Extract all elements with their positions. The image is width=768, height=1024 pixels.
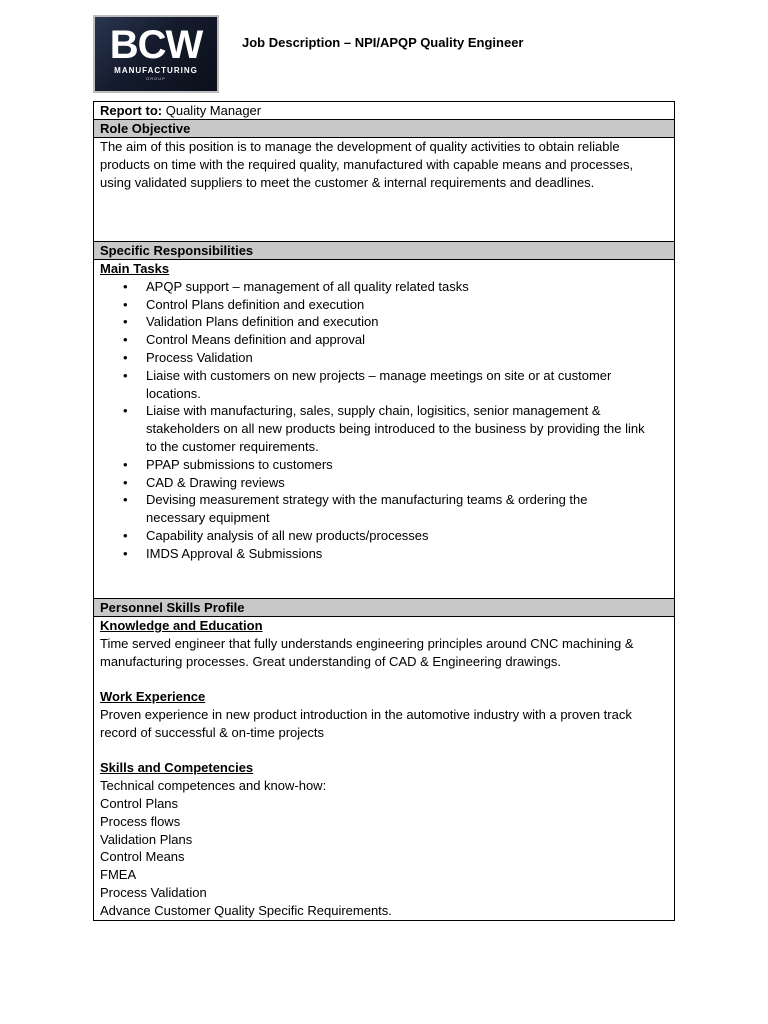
list-item: • CAD & Drawing reviews	[146, 474, 648, 492]
list-item: • Capability analysis of all new products/processes	[146, 527, 648, 545]
spacer	[100, 742, 668, 760]
list-item: • Control Means definition and approval	[146, 331, 648, 349]
knowledge-heading: Knowledge and Education	[100, 618, 263, 633]
competencies-intro: Technical competences and know-how:	[100, 778, 327, 794]
report-to-label: Report to:	[100, 103, 163, 118]
report-to-value: Quality Manager	[165, 103, 262, 118]
task-list	[100, 278, 668, 563]
work-experience-text: Proven experience in new product introduction in the automotive industry with a proven track record of successful & on-time projects	[100, 706, 632, 740]
competencies-heading: Skills and Competencies	[100, 760, 254, 776]
list-item: • Liaise with customers on new projects – manage meetings on site or at customer locations.	[146, 367, 648, 403]
list-item: • Devising measurement strategy with the manufacturing teams & ordering the necessary equipment	[146, 491, 648, 527]
document-title: Job Description – NPI/APQP Quality Engineer	[242, 35, 524, 50]
competency-item: Process flows	[100, 813, 181, 829]
specific-responsibilities-header: Specific Responsibilities	[94, 241, 674, 260]
personnel-skills-header: Personnel Skills Profile	[94, 598, 674, 617]
competency-item: FMEA	[100, 867, 137, 883]
list-item: • Liaise with manufacturing, sales, supply chain, logisitics, senior management & stakeholders on all new products being introduced to the business by providing the link to the customer requirements.	[146, 402, 648, 455]
main-tasks-heading: Main Tasks	[100, 261, 170, 276]
knowledge-text: Time served engineer that fully understands engineering principles around CNC machining & manufacturing processes. Great understanding of CAD & Engineering drawings.	[100, 635, 634, 669]
logo-group-text: GROUP	[146, 76, 166, 81]
list-item: • APQP support – management of all quality related tasks	[146, 278, 648, 296]
role-objective-cell	[94, 138, 674, 241]
competency-item: Validation Plans	[100, 831, 193, 847]
list-item: • Validation Plans definition and execution	[146, 313, 648, 331]
competency-item: Advance Customer Quality Specific Requirements.	[100, 902, 392, 918]
competency-item: Control Plans	[100, 795, 179, 811]
skills-cell	[94, 617, 674, 920]
spacer	[100, 670, 668, 688]
role-objective-header: Role Objective	[94, 119, 674, 138]
logo-subtext: MANUFACTURING	[114, 66, 198, 75]
responsibilities-cell	[94, 260, 674, 598]
logo-text: BCW	[109, 23, 203, 67]
report-to-row	[94, 102, 674, 119]
list-item: • Process Validation	[146, 349, 648, 367]
list-item: • Control Plans definition and execution	[146, 296, 648, 314]
list-item: • IMDS Approval & Submissions	[146, 545, 648, 563]
job-description-table	[93, 101, 675, 921]
list-item: • PPAP submissions to customers	[146, 456, 648, 474]
role-objective-text: The aim of this position is to manage the development of quality activities to obtain reliable products on time with the required quality, manufactured with capable means and processes, using validated suppliers to meet the customer & internal requirements and deadlines.	[100, 139, 634, 190]
work-experience-heading: Work Experience	[100, 689, 206, 705]
competency-item: Control Means	[100, 849, 185, 865]
company-logo	[93, 15, 219, 93]
competency-item: Process Validation	[100, 884, 207, 900]
